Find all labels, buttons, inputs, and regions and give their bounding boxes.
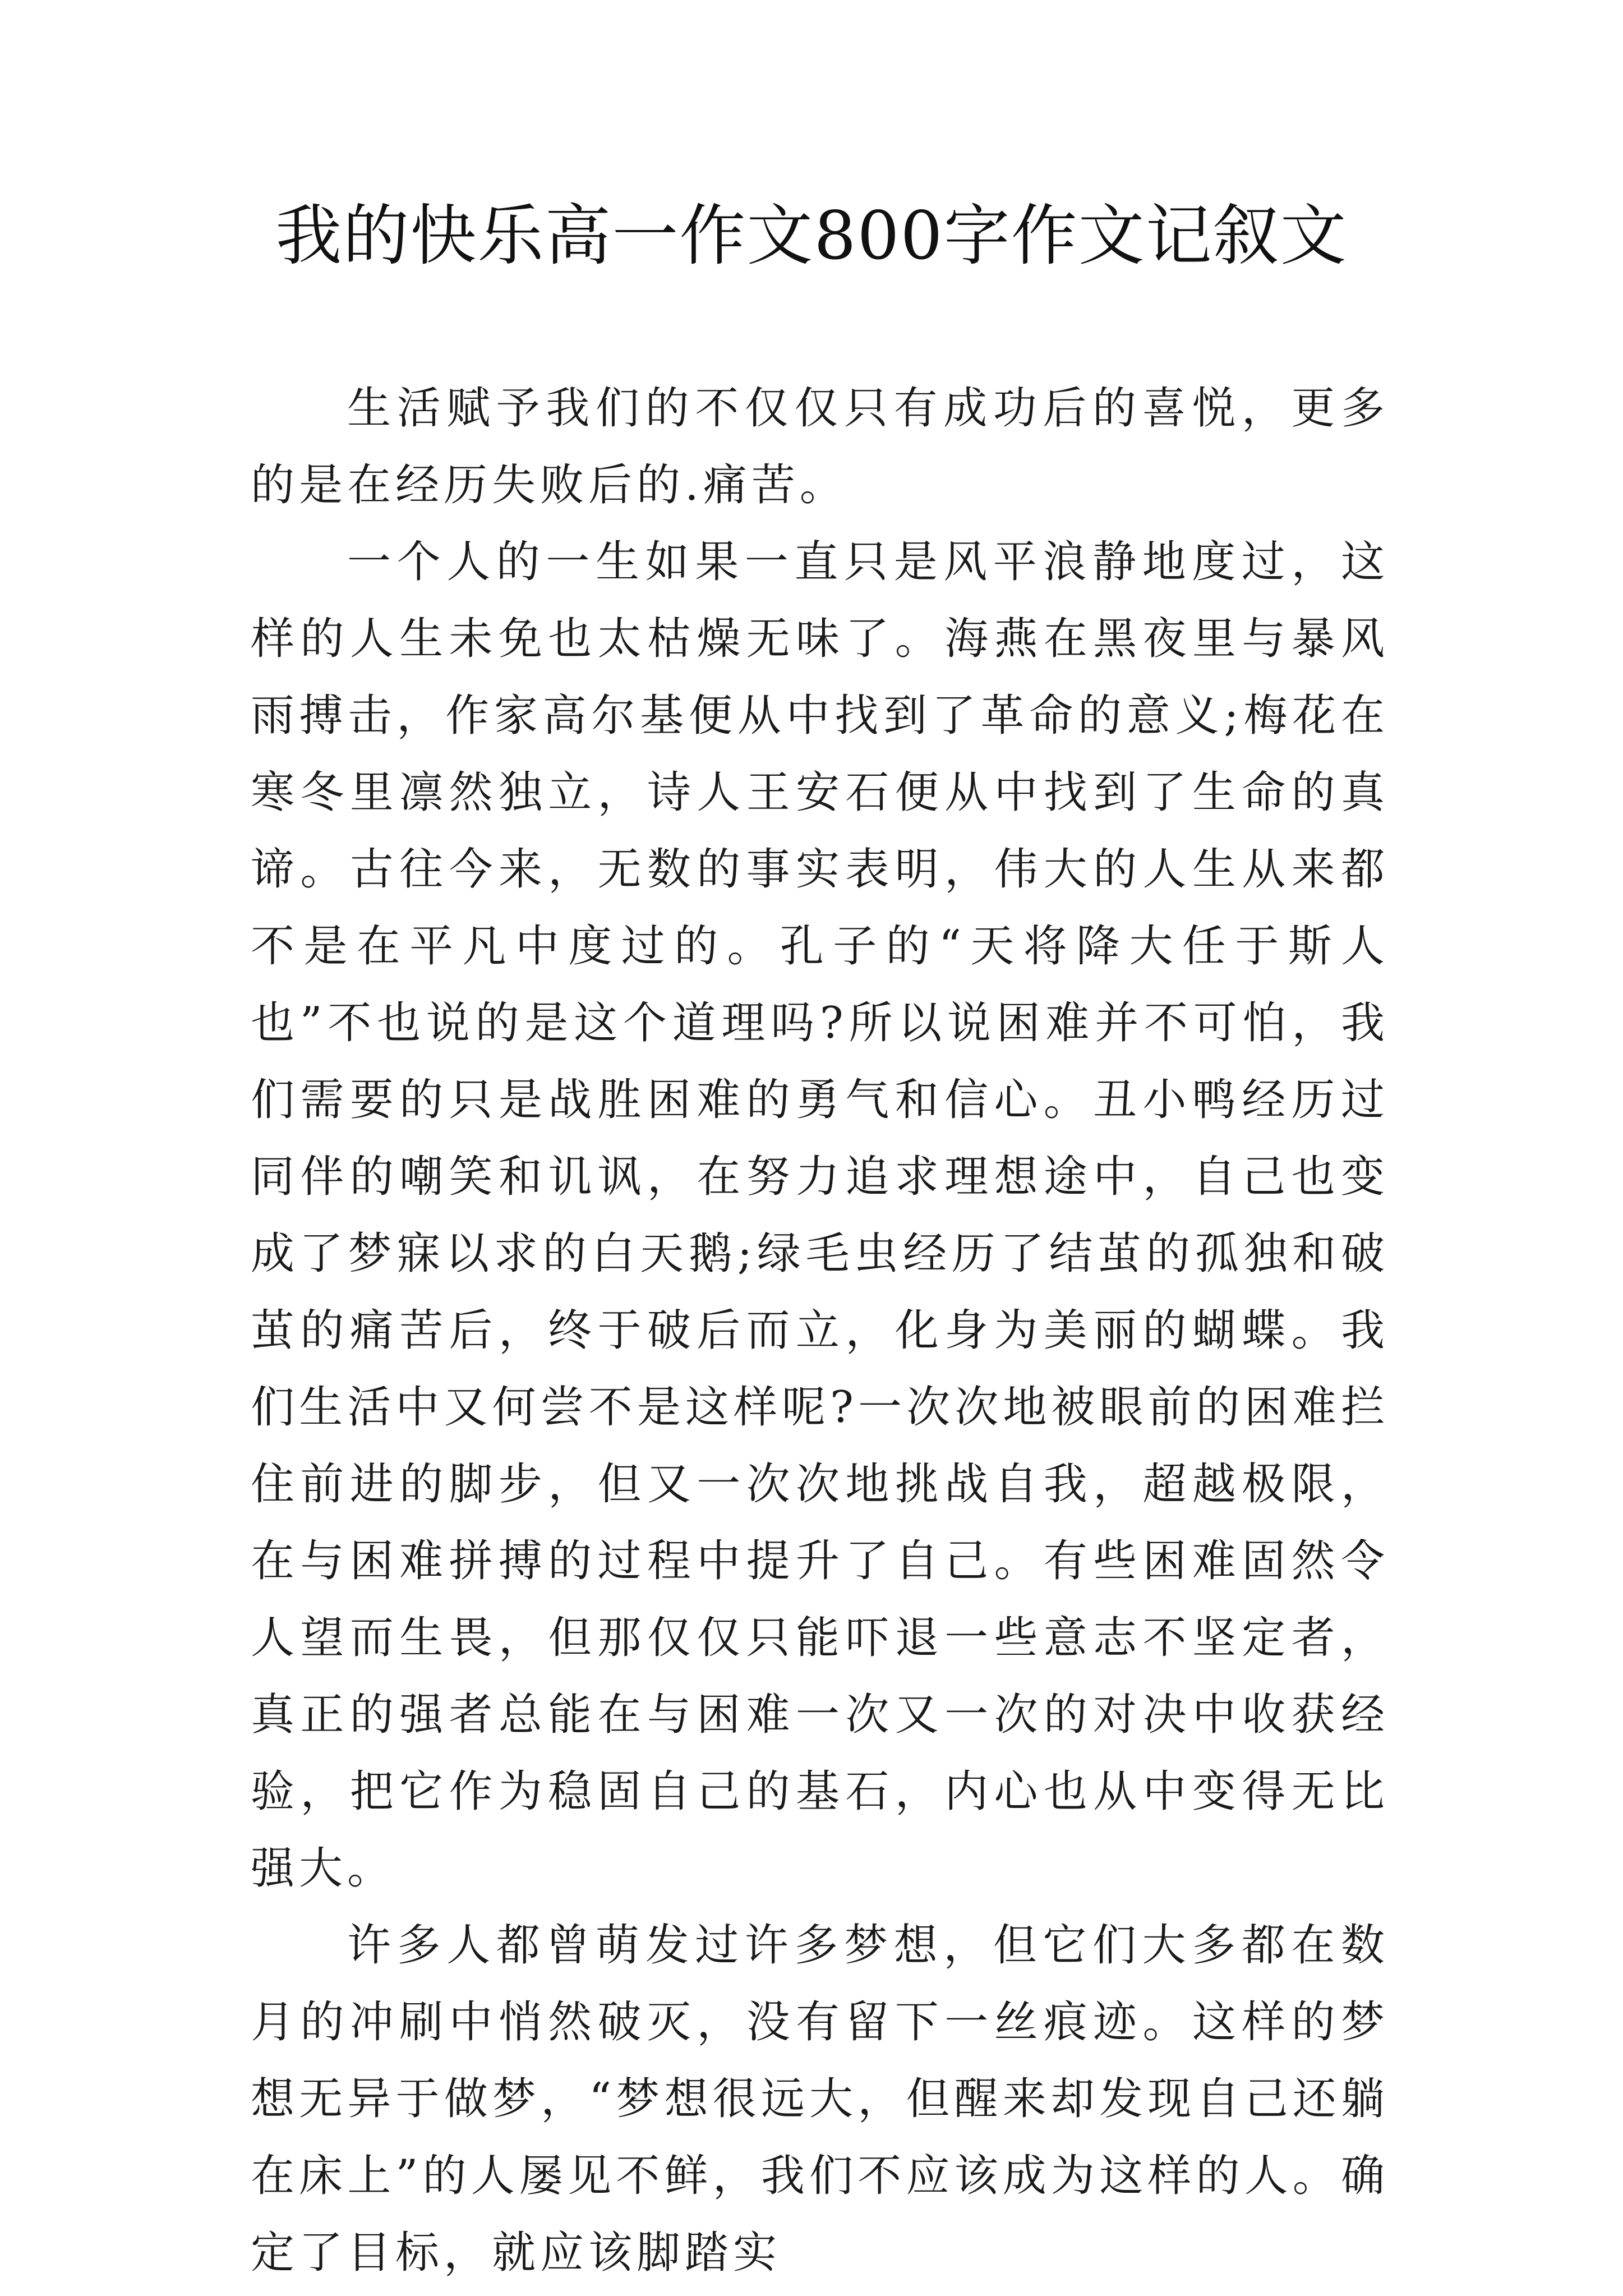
document-title: 我的快乐高一作文800字作文记叙文: [275, 197, 1348, 274]
paragraph-1: 生活赋予我们的不仅仅只有成功后的喜悦，更多的是在经历失败后的.痛苦。: [251, 383, 1389, 510]
paragraph-2: 一个人的一生如果一直只是风平浪静地度过，这样的人生未免也太枯燥无味了。海燕在黑夜里与暴风雨搏击，作家高尔基便从中找到了革命的意义;梅花在寒冬里凛然独立，诗人王安石便从中找到了生命的真谛。古往今来，无数的事实表明，伟大的人生从来都不是在平凡中度过的。孔子的“天将降大任于斯人也”不也说的是这个道理吗?所以说困难并不可怕，我们需要的只是战胜困难的勇气和信心。丑小鸭经历过同伴的嘲笑和讥讽，在努力追求理想途中，自己也变成了梦寐以求的白天鹅;绿毛虫经历了结茧的孤独和破茧的痛苦后，终于破后而立，化身为美丽的蝴蝶。我们生活中又何尝不是这样呢?一次次地被眼前的困难拦住前进的脚步，但又一次次地挑战自我，超越极限，在与困难拼搏的过程中提升了自己。有些困难固然令人望而生畏，但那仅仅只能吓退一些意志不坚定者，真正的强者总能在与困难一次又一次的对决中收获经验，把它作为稳固自己的基石，内心也从中变得无比强大。: [251, 537, 1389, 1894]
document-body: [251, 370, 1389, 2292]
paragraph-3: 许多人都曾萌发过许多梦想，但它们大多都在数月的冲刷中悄然破灭，没有留下一丝痕迹。这样的梦想无异于做梦，“梦想很远大，但醒来却发现自己还躺在床上”的人屡见不鲜，我们不应该成为这样的人。确定了目标，就应该脚踏实: [251, 1920, 1389, 2278]
